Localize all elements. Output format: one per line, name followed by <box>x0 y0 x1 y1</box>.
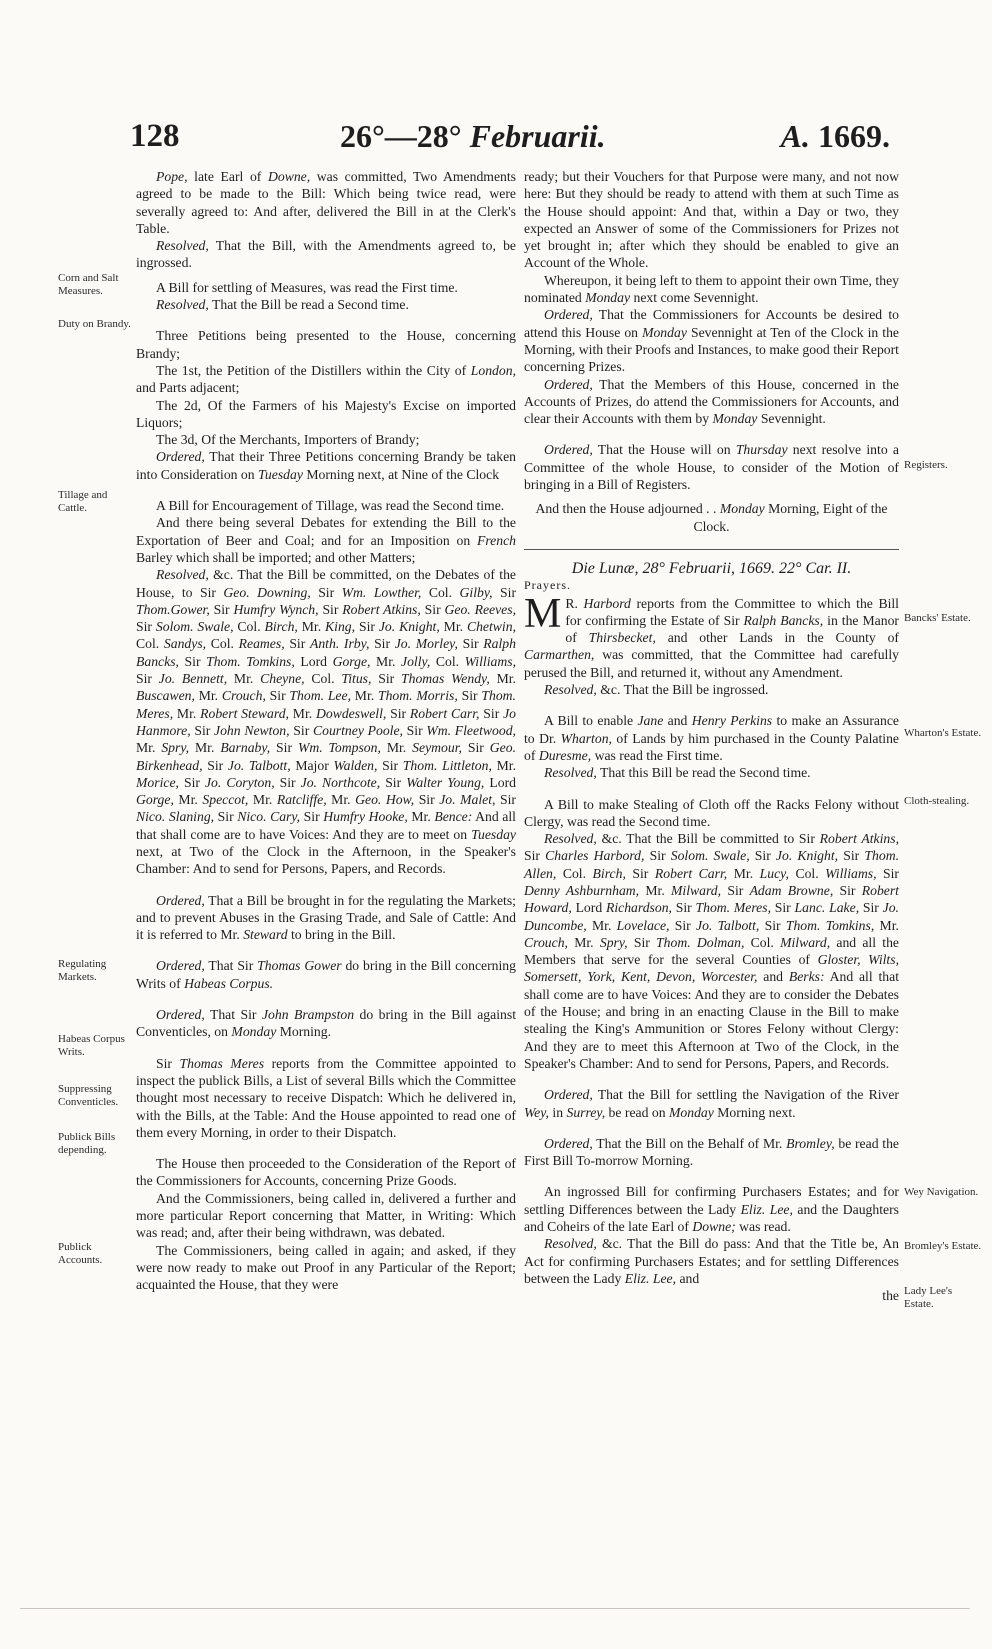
paragraph: Resolved, That the Bill be read a Second time. <box>156 297 409 313</box>
header-year: A. 1669. <box>780 118 890 154</box>
right-column <box>524 168 899 1305</box>
running-header <box>130 118 890 160</box>
margin-note-wharton: Wharton's Estate. <box>904 727 982 739</box>
page-number: 128 <box>130 118 180 154</box>
paragraph: Ordered, That the Bill on the Behalf of Mr. Bromley, be read the First Bill To-morrow Morning. <box>524 1135 899 1169</box>
adjournment: And then the House adjourned . . Monday Morning, Eight of the Clock. <box>535 501 888 534</box>
paragraph: Ordered, That the House will on Thursday next resolve into a Committee of the whole House, to consider of the Motion of bringing in a Bill of Registers. <box>524 442 899 493</box>
margin-note-bromley: Bromley's Estate. <box>904 1240 982 1252</box>
margin-note-lady-lee: Lady Lee's Estate. <box>904 1285 953 1310</box>
paragraph: Pope, late Earl of Downe, was committed, Two Amendments agreed to be made to the Bill: Which being twice read, were severally agreed to: And after, delivered the Bill in at the Clerk's Table. <box>136 169 516 236</box>
margin-note-regulating: Regulating Markets. <box>58 958 107 983</box>
margin-note-registers: Registers. <box>904 459 948 471</box>
paragraph: An ingrossed Bill for confirming Purchasers Estates; and for settling Differences between the Lady Eliz. Lee, and the Daughters and Coheirs of the late Earl of Downe; was read. <box>524 1184 899 1235</box>
paragraph: Ordered, That Sir John Brampston do bring in the Bill against Conventicles, on Monday Morning. <box>136 1007 517 1040</box>
margin-note-publick-accounts: Publick Accounts. <box>58 1241 103 1266</box>
paragraph: The 2d, Of the Farmers of his Majesty's Excise on imported Liquors; <box>136 397 516 430</box>
paragraph: Three Petitions being presented to the House, concerning Brandy; <box>136 328 516 361</box>
paragraph: A Bill to enable Jane and Henry Perkins to make an Assurance to Dr. Wharton, of Lands by him purchased in the County Palatine of Duresme, was read the First time. <box>524 713 899 763</box>
committee-paragraph: Resolved, &c. That the Bill be committed, on the Debates of the House, to Sir Geo. Downing, Sir Wm. Lowther, Col. Gilby, Sir Thom.Gower, Sir Humfry Wynch, Sir Robert Atkins, Sir Geo. Reeves, Sir Solom. Swale, Col. Birch, Mr. King, Sir Jo. Knight, Mr. Chetwin, Col. Sandys, Col. Reames, Sir Anth. Irby, Sir Jo. Morley, Sir Ralph Bancks, Sir Thom. Tomkins, Lord Gorge, Mr. Jolly, Col. Williams, Sir Jo. Bennett, Mr. Cheyne, Col. Titus, Sir Thomas Wendy, Mr. Buscawen, Mr. Crouch, Sir Thom. Lee, Mr. Thom. Morris, Sir Thom. Meres, Mr. Robert Steward, Mr. Dowdeswell, Sir Robert Carr, Sir Jo Hanmore, Sir John Newton, Sir Courtney Poole, Sir Wm. Fleetwood, Mr. Spry, Mr. Barnaby, Sir Wm. Tompson, Mr. Seymour, Sir Geo. Birkenhead, Sir Jo. Talbott, Major Walden, Sir Thom. Littleton, Mr. Morice, Sir Jo. Coryton, Sir Jo. Northcote, Sir Walter Young, Lord Gorge, Mr. Speccot, Mr. Ratcliffe, Mr. Geo. How, Sir Jo. Malet, Sir Nico. Slaning, Sir Nico. Cary, Sir Humfry Hooke, Mr. Bence: And all that shall come are to have Voices: And they are to meet on Tuesday next, at Two of the Clock in the Afternoon, in the Speaker's Chamber: And to send for Persons, Papers, and Records. <box>136 567 517 877</box>
paragraph: Resolved, &c. That the Bill be ingrossed. <box>544 682 769 698</box>
scan-edge <box>20 1608 970 1609</box>
paragraph: The 1st, the Petition of the Distillers within the City of London, and Parts adjacent; <box>136 362 516 396</box>
margin-note-publick-bills: Publick Bills depending. <box>58 1131 116 1156</box>
paragraph: The 3d, Of the Merchants, Importers of Brandy; <box>156 432 420 448</box>
paragraph: ready; but their Vouchers for that Purpose were many, and not now here: But they should be ready to attend with them at such Time as the House should appoint: And that, within a Day or two, they expected an Answer of some of the Commissioners for Prizes not yet brought in; after which they should be enabled to give an Account of the Whole. <box>524 169 899 271</box>
paragraph: Ordered, That the Members of this House, concerned in the Accounts of Prizes, do attend the Commissioners for Accounts, and clear their Accounts with them by Monday Sevennight. <box>524 376 899 427</box>
paragraph: Resolved, That this Bill be read the Second time. <box>544 765 811 781</box>
paragraph: Ordered, That their Three Petitions concerning Brandy be taken into Consideration on Tuesday Morning next, at Nine of the Clock <box>136 449 516 482</box>
paragraph: A Bill for Encouragement of Tillage, was read the Second time. <box>156 498 505 514</box>
margin-note-duty: Duty on Brandy. <box>58 318 131 330</box>
paragraph: A Bill for settling of Measures, was read the First time. <box>156 279 458 295</box>
paragraph: Ordered, That a Bill be brought in for the regulating the Markets; and to prevent Abuses in the Grasing Trade, and Sale of Cattle: And it is referred to Mr. Steward to bring in the Bill. <box>136 892 516 943</box>
margin-note-tillage: Tillage and Cattle. <box>58 489 108 514</box>
paragraph: And the Commissioners, being called in, delivered a further and more particular Report concerning that Matter, in Writing: Which was read; and, after their being withdrawn, was debated. <box>136 1190 516 1241</box>
paragraph: The Commissioners, being called in again; and asked, if they were now ready to make out Proof in any Particular of the Report; acquainted the House, that they were <box>136 1242 516 1293</box>
margin-note-suppressing: Suppressing Conventicles. <box>58 1083 119 1108</box>
paragraph: Sir Thomas Meres reports from the Committee appointed to inspect the publick Bills, a List of several Bills which the Committee thought most necessary to receive Dispatch: Which he delivered in, with the Bills, at the Table: And the House appointed to read one of them every Morning, in order to their Dispatch. <box>136 1055 516 1140</box>
paragraph: Ordered, That Sir Thomas Gower do bring in the Bill concerning Writs of Habeas Corpus. <box>136 958 516 991</box>
margin-note-cloth: Cloth-stealing. <box>904 795 970 807</box>
margin-note-corn: Corn and Salt Measures. <box>58 272 119 297</box>
paragraph: And there being several Debates for extending the Bill to the Exportation of Beer and Coal; and for an Imposition on French Barley which shall be imported; and other Matters; <box>136 515 516 565</box>
paragraph: Resolved, That the Bill, with the Amendments agreed to, be ingrossed. <box>136 238 516 271</box>
paragraph: M R. Harbord reports from the Committee to which the Bill for confirming the Estate of Sir Ralph Bancks, in the Manor of Thirsbecket, and other Lands in the County of Carmarthen, was committed, that the Committee had carefully perused the Bill, and returned it, without any Amendment. <box>524 590 899 680</box>
catchword: the <box>882 1288 899 1304</box>
committee-paragraph: Resolved, &c. That the Bill be committed to Sir Robert Atkins, Sir Charles Harbord, Sir Solom. Swale, Sir Jo. Knight, Sir Thom. Allen, Col. Birch, Sir Robert Carr, Mr. Lucy, Col. Williams, Sir Denny Ashburnham, Mr. Milward, Sir Adam Browne, Sir Robert Howard, Lord Richardson, Sir Thom. Meres, Sir Lanc. Lake, Sir Jo. Duncombe, Mr. Lovelace, Sir Jo. Talbott, Sir Thom. Tomkins, Mr. Crouch, Mr. Spry, Sir Thom. Dolman, Col. Milward, and all the Members that serve for the several Counties of Gloster, Wilts, Somersett, York, Kent, Devon, Worcester, and Berks: And all that shall come are to have Voices: And they are to consider the Debates of the House; and bring in an enacting Clause in the Bill to make stealing the King's Ammunition or Stores Felony without Clergy: And they are to meet this Afternoon at Two of the Clock, in the Speaker's Chamber: And to send for Persons, Papers, and Records. <box>524 831 900 1071</box>
paragraph: A Bill to make Stealing of Cloth off the Racks Felony without Clergy, was read the Second time. <box>524 796 899 829</box>
paragraph: Ordered, That the Commissioners for Accounts be desired to attend this House on Monday Sevennight at Ten of the Clock in the Morning, with their Proofs and Instances, to make good their Report concerning Prizes. <box>524 307 899 375</box>
header-date: 26°—28° Februarii. <box>340 118 606 154</box>
day-heading: Die Lunæ, 28° Februarii, 1669. 22° Car. II. <box>571 559 852 577</box>
drop-cap: M <box>524 590 562 637</box>
margin-note-habeas: Habeas Corpus Writs. <box>58 1033 125 1058</box>
paragraph: Resolved, &c. That the Bill do pass: And that the Title be, An Act for confirming Purchasers Estates; and for settling Differences between the Lady Eliz. Lee, and <box>524 1236 899 1286</box>
paragraph: Ordered, That the Bill for settling the Navigation of the River Wey, in Surrey, be read on Monday Morning next. <box>524 1087 899 1120</box>
paragraph: Whereupon, it being left to them to appoint their own Time, they nominated Monday next come Sevennight. <box>524 272 899 306</box>
left-column <box>136 168 516 1294</box>
section-divider <box>524 549 899 550</box>
margin-note-bancks: Bancks' Estate. <box>904 612 971 624</box>
margin-note-wey: Wey Navigation. <box>904 1186 979 1198</box>
paragraph: The House then proceeded to the Consideration of the Report of the Commissioners for Accounts, concerning Prize Goods. <box>136 1156 516 1189</box>
prayers-heading: Prayers. <box>524 578 571 593</box>
